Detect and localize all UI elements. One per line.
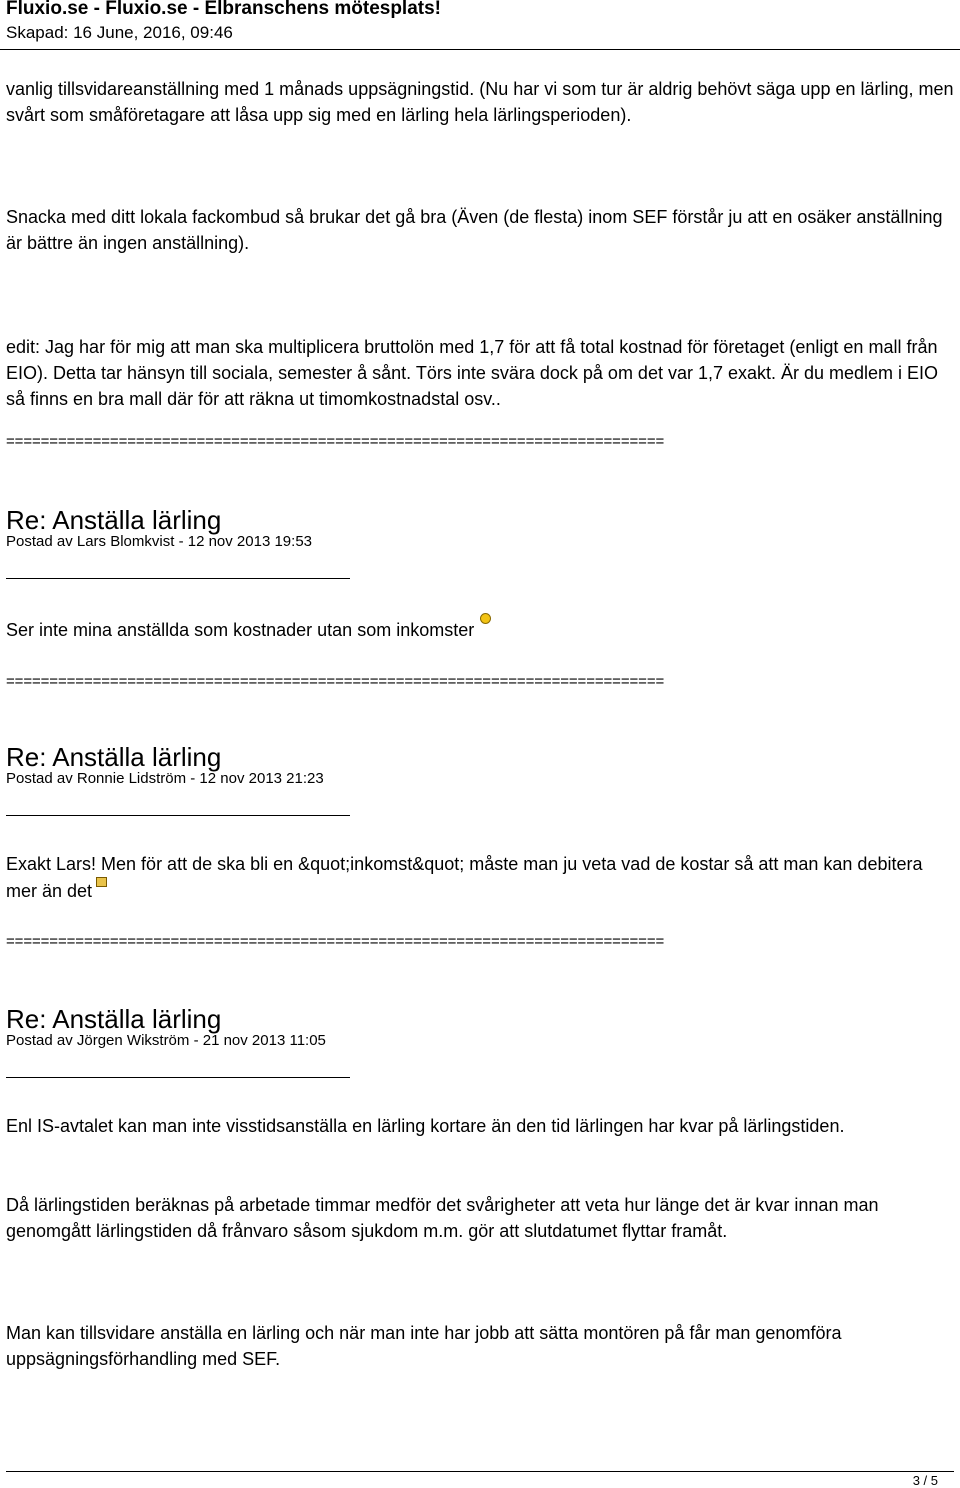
post-underline	[6, 815, 350, 816]
post-underline	[6, 1077, 350, 1078]
created-date: Skapad: 16 June, 2016, 09:46	[6, 23, 233, 42]
page-number: 3 / 5	[912, 1473, 938, 1488]
post-title: Re: Anställa lärling	[6, 505, 222, 535]
post-body	[6, 613, 956, 643]
footer-divider	[6, 1471, 954, 1472]
intro-paragraph-3: edit: Jag har för mig att man ska multiplicera bruttolön med 1,7 för att få total kostnad för företaget (enligt en mall från EIO). Detta tar hänsyn till sociala, semester å sånt. Törs inte svära dock på om det var 1,7 exakt. Är du medlem i EIO så finns en bra mall där för att räkna ut timomkostnadstal osv..	[6, 337, 939, 409]
separator: ============================================================================	[6, 673, 665, 690]
post-body-paragraph-1: Enl IS-avtalet kan man inte visstidsanställa en lärling kortare än den tid lärlingen har kvar på lärlingstiden.	[6, 1116, 845, 1136]
post-byline: Postad av Lars Blomkvist - 12 nov 2013 19:53	[6, 533, 313, 550]
site-title: Fluxio.se - Fluxio.se - Elbranschens mötesplats!	[6, 0, 441, 19]
post-byline: Postad av Ronnie Lidström - 12 nov 2013 21:23	[6, 770, 324, 787]
post-body	[6, 851, 956, 904]
post-body-paragraph-3: Man kan tillsvidare anställa en lärling och när man inte har jobb att sätta montören på får man genomföra uppsägningsförhandling med SEF.	[6, 1323, 842, 1369]
header-divider	[0, 49, 960, 50]
separator: ============================================================================	[6, 933, 665, 950]
post-byline: Postad av Jörgen Wikström - 21 nov 2013 11:05	[6, 1032, 326, 1049]
post-body-text: Ser inte mina anställda som kostnader utan som inkomster	[6, 620, 475, 640]
post-body-paragraph-2: Då lärlingstiden beräknas på arbetade timmar medför det svårigheter att veta hur länge det är kvar innan man genomgått lärlingstiden då frånvaro såsom sjukdom m.m. gör att slutdatumet flyttar framåt.	[6, 1195, 879, 1241]
post-title: Re: Anställa lärling	[6, 1004, 222, 1034]
intro-paragraph-2: Snacka med ditt lokala fackombud så brukar det gå bra (Även (de flesta) inom SEF förstår ju att en osäker anställning är bättre än ingen anställning).	[6, 207, 943, 253]
money-emoji-icon	[96, 877, 107, 887]
separator: ============================================================================	[6, 433, 665, 450]
smiley-icon	[480, 613, 491, 624]
intro-paragraph-1: vanlig tillsvidareanställning med 1 månads uppsägningstid. (Nu har vi som tur är aldrig behövt säga upp en lärling, men svårt som småföretagare att låsa upp sig med en lärling hela lärlingsperioden).	[6, 79, 954, 125]
post-body-text: Exakt Lars! Men för att de ska bli en &quot;inkomst&quot; måste man ju veta vad de kostar så att man kan debitera mer än det	[6, 854, 923, 901]
post-underline	[6, 578, 350, 579]
post-title: Re: Anställa lärling	[6, 742, 222, 772]
